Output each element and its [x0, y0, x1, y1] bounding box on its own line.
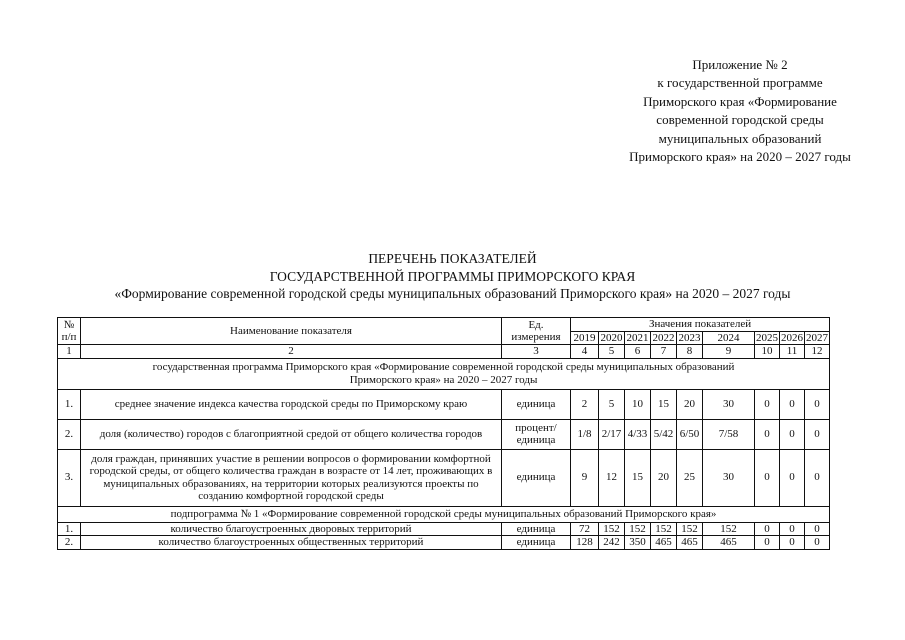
row-value: 0	[780, 389, 805, 419]
row-value: 0	[805, 449, 830, 506]
header-unit: Ед. измерения	[502, 318, 571, 345]
row-unit: единица	[502, 536, 571, 550]
row-unit: единица	[502, 389, 571, 419]
col-number: 10	[755, 345, 780, 359]
row-value: 0	[755, 522, 780, 536]
row-name: доля граждан, принявших участие в решении вопросов о формировании комфортной городской среды, от общего количества граждан в возрасте от 14 лет, проживающих в муниципальных образованиях, на территории которых реализуются проекты по созданию комфортной городской среды	[81, 449, 502, 506]
row-value: 5/42	[651, 419, 677, 449]
title-line-1: ПЕРЕЧЕНЬ ПОКАЗАТЕЛЕЙ	[368, 251, 537, 266]
row-value: 465	[677, 536, 703, 550]
row-value: 0	[780, 419, 805, 449]
row-value: 0	[755, 536, 780, 550]
header-values-group: Значения показателей	[571, 318, 830, 332]
row-value: 10	[625, 389, 651, 419]
appendix-line: современной городской среды	[656, 112, 824, 128]
row-value: 152	[651, 522, 677, 536]
row-value: 20	[651, 449, 677, 506]
row-value: 0	[755, 389, 780, 419]
appendix-block	[560, 56, 905, 166]
row-value: 72	[571, 522, 599, 536]
row-num: 3.	[58, 449, 81, 506]
section-program: государственная программа Приморского края «Формирование современной городской среды муниципальных образований Приморского края» на 2020 – 2027 годы	[58, 358, 830, 389]
row-unit: единица	[502, 522, 571, 536]
row-value: 7/58	[703, 419, 755, 449]
row-value: 2	[571, 389, 599, 419]
header-year: 2019	[571, 331, 599, 345]
table-row	[58, 536, 830, 550]
row-num: 1.	[58, 522, 81, 536]
indicators-table	[57, 317, 830, 550]
col-number: 12	[805, 345, 830, 359]
row-value: 350	[625, 536, 651, 550]
col-number: 2	[81, 345, 502, 359]
col-number: 9	[703, 345, 755, 359]
table-row	[58, 449, 830, 506]
row-value: 1/8	[571, 419, 599, 449]
row-value: 0	[780, 536, 805, 550]
row-num: 1.	[58, 389, 81, 419]
col-number: 8	[677, 345, 703, 359]
column-numbers-row	[58, 345, 830, 359]
table-row	[58, 522, 830, 536]
header-year: 2024	[703, 331, 755, 345]
row-value: 0	[805, 389, 830, 419]
row-value: 15	[651, 389, 677, 419]
row-value: 0	[755, 419, 780, 449]
row-value: 242	[599, 536, 625, 550]
appendix-line: Приложение № 2	[692, 57, 788, 72]
section-subprogram: подпрограмма № 1 «Формирование современной городской среды муниципальных образований Приморского края»	[58, 506, 830, 522]
row-value: 15	[625, 449, 651, 506]
row-value: 25	[677, 449, 703, 506]
appendix-line: Приморского края «Формирование	[643, 93, 837, 109]
table-row	[58, 389, 830, 419]
row-value: 0	[805, 536, 830, 550]
row-name: среднее значение индекса качества городской среды по Приморскому краю	[81, 389, 502, 419]
table-row	[58, 419, 830, 449]
row-value: 6/50	[677, 419, 703, 449]
col-number: 1	[58, 345, 81, 359]
row-value: 20	[677, 389, 703, 419]
row-value: 12	[599, 449, 625, 506]
row-num: 2.	[58, 419, 81, 449]
title-line-3: «Формирование современной городской среды муниципальных образований Приморского края» на 2020 – 2027 годы	[114, 286, 791, 301]
row-unit: единица	[502, 449, 571, 506]
row-value: 2/17	[599, 419, 625, 449]
col-number: 4	[571, 345, 599, 359]
row-value: 30	[703, 449, 755, 506]
col-number: 3	[502, 345, 571, 359]
row-value: 152	[703, 522, 755, 536]
document-title	[0, 250, 905, 303]
header-name: Наименование показателя	[81, 318, 502, 345]
row-value: 0	[805, 419, 830, 449]
row-value: 0	[755, 449, 780, 506]
header-year: 2022	[652, 331, 675, 344]
row-num: 2.	[58, 536, 81, 550]
header-num: № п/п	[58, 318, 81, 345]
row-value: 152	[677, 522, 703, 536]
appendix-line: к государственной программе	[657, 75, 823, 91]
row-value: 4/33	[625, 419, 651, 449]
row-value: 0	[780, 449, 805, 506]
row-value: 152	[599, 522, 625, 536]
row-unit: процент/ единица	[502, 419, 571, 449]
appendix-line: Приморского края» на 2020 – 2027 годы	[629, 149, 851, 165]
header-year: 2021	[626, 331, 649, 344]
row-value: 9	[571, 449, 599, 506]
row-value: 465	[703, 536, 755, 550]
title-line-2: ГОСУДАРСТВЕННОЙ ПРОГРАММЫ ПРИМОРСКОГО КРАЯ	[269, 268, 636, 284]
header-year: 2027	[806, 331, 829, 344]
row-value: 5	[599, 389, 625, 419]
row-name: количество благоустроенных дворовых территорий	[81, 522, 502, 536]
header-year: 2026	[781, 331, 803, 344]
col-number: 6	[625, 345, 651, 359]
header-year: 2023	[678, 331, 701, 344]
col-number: 5	[599, 345, 625, 359]
header-year: 2020	[600, 331, 623, 344]
row-value: 465	[651, 536, 677, 550]
row-value: 0	[805, 522, 830, 536]
row-name: количество благоустроенных общественных территорий	[81, 536, 502, 550]
row-value: 152	[625, 522, 651, 536]
row-value: 0	[780, 522, 805, 536]
row-name: доля (количество) городов с благоприятной средой от общего количества городов	[81, 419, 502, 449]
header-year: 2025	[756, 331, 778, 344]
appendix-line: муниципальных образований	[658, 130, 822, 146]
row-value: 128	[571, 536, 599, 550]
col-number: 11	[780, 345, 805, 359]
col-number: 7	[651, 345, 677, 359]
row-value: 30	[703, 389, 755, 419]
